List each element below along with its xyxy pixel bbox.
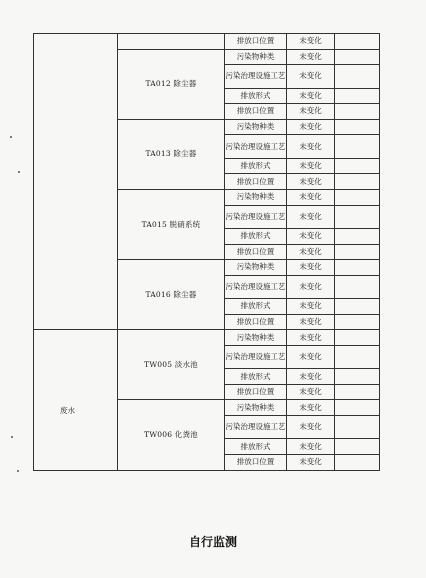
blank-cell <box>335 158 380 174</box>
item-cell: 排放口位置 <box>225 174 287 190</box>
blank-cell <box>335 384 380 400</box>
blank-cell <box>335 345 380 368</box>
item-cell: 排放口位置 <box>225 455 287 471</box>
section-caption: 自行监测 <box>188 535 237 549</box>
status-cell: 未变化 <box>287 174 335 190</box>
table-row <box>34 34 380 50</box>
item-cell: 排放形式 <box>225 299 287 315</box>
status-cell: 未变化 <box>287 244 335 260</box>
item-cell: 排放口位置 <box>225 34 287 50</box>
blank-cell <box>335 119 380 135</box>
status-cell: 未变化 <box>287 34 335 50</box>
category-cell-air <box>34 34 118 330</box>
status-cell: 未变化 <box>287 416 335 439</box>
item-cell: 排放口位置 <box>225 314 287 330</box>
table-row <box>34 330 380 346</box>
status-cell: 未变化 <box>287 228 335 244</box>
status-cell: 未变化 <box>287 158 335 174</box>
blank-cell <box>335 205 380 228</box>
status-cell: 未变化 <box>287 439 335 455</box>
status-cell: 未变化 <box>287 205 335 228</box>
source-cell: TA012 除尘器 <box>118 49 225 119</box>
status-cell: 未变化 <box>287 275 335 298</box>
status-cell: 未变化 <box>287 299 335 315</box>
item-cell: 排放形式 <box>225 228 287 244</box>
status-cell: 未变化 <box>287 314 335 330</box>
blank-cell <box>335 228 380 244</box>
item-cell: 污染治理设施工艺 <box>225 135 287 158</box>
item-cell: 污染物种类 <box>225 330 287 346</box>
item-cell: 污染物种类 <box>225 400 287 416</box>
blank-cell <box>335 174 380 190</box>
category-cell-wastewater: 废水 <box>34 330 118 470</box>
status-cell: 未变化 <box>287 455 335 471</box>
status-cell: 未变化 <box>287 345 335 368</box>
source-cell: TW005 淡水池 <box>118 330 225 400</box>
source-cell: TA013 除尘器 <box>118 119 225 189</box>
item-cell: 污染治理设施工艺 <box>225 275 287 298</box>
status-cell: 未变化 <box>287 135 335 158</box>
item-cell: 排放形式 <box>225 88 287 104</box>
status-cell: 未变化 <box>287 88 335 104</box>
blank-cell <box>335 104 380 120</box>
source-cell: TW006 化粪池 <box>118 400 225 470</box>
status-cell: 未变化 <box>287 384 335 400</box>
blank-cell <box>335 88 380 104</box>
blank-cell <box>335 135 380 158</box>
scan-dot <box>18 171 20 173</box>
blank-cell <box>335 275 380 298</box>
status-cell: 未变化 <box>287 65 335 88</box>
item-cell: 污染物种类 <box>225 119 287 135</box>
item-cell: 污染治理设施工艺 <box>225 416 287 439</box>
status-cell: 未变化 <box>287 119 335 135</box>
status-cell: 未变化 <box>287 104 335 120</box>
blank-cell <box>335 49 380 65</box>
source-cell <box>118 34 225 50</box>
item-cell: 污染物种类 <box>225 189 287 205</box>
status-cell: 未变化 <box>287 260 335 276</box>
change-status-table <box>33 33 380 471</box>
item-cell: 污染物种类 <box>225 49 287 65</box>
item-cell: 污染治理设施工艺 <box>225 205 287 228</box>
blank-cell <box>335 330 380 346</box>
scan-dot <box>10 136 12 138</box>
item-cell: 排放口位置 <box>225 384 287 400</box>
item-cell: 排放形式 <box>225 158 287 174</box>
status-cell: 未变化 <box>287 330 335 346</box>
source-cell: TA016 除尘器 <box>118 260 225 330</box>
item-cell: 排放口位置 <box>225 244 287 260</box>
blank-cell <box>335 65 380 88</box>
item-cell: 污染物种类 <box>225 260 287 276</box>
blank-cell <box>335 455 380 471</box>
item-cell: 排放形式 <box>225 369 287 385</box>
blank-cell <box>335 299 380 315</box>
blank-cell <box>335 34 380 50</box>
blank-cell <box>335 400 380 416</box>
blank-cell <box>335 189 380 205</box>
item-cell: 污染治理设施工艺 <box>225 345 287 368</box>
item-cell: 排放口位置 <box>225 104 287 120</box>
blank-cell <box>335 439 380 455</box>
blank-cell <box>335 314 380 330</box>
status-cell: 未变化 <box>287 189 335 205</box>
status-cell: 未变化 <box>287 400 335 416</box>
scan-dot <box>17 470 19 472</box>
blank-cell <box>335 416 380 439</box>
table-body <box>34 34 380 471</box>
source-cell: TA015 脱硝系统 <box>118 189 225 259</box>
status-cell: 未变化 <box>287 49 335 65</box>
item-cell: 排放形式 <box>225 439 287 455</box>
scan-dot <box>11 436 13 438</box>
blank-cell <box>335 244 380 260</box>
blank-cell <box>335 260 380 276</box>
blank-cell <box>335 369 380 385</box>
item-cell: 污染治理设施工艺 <box>225 65 287 88</box>
status-cell: 未变化 <box>287 369 335 385</box>
